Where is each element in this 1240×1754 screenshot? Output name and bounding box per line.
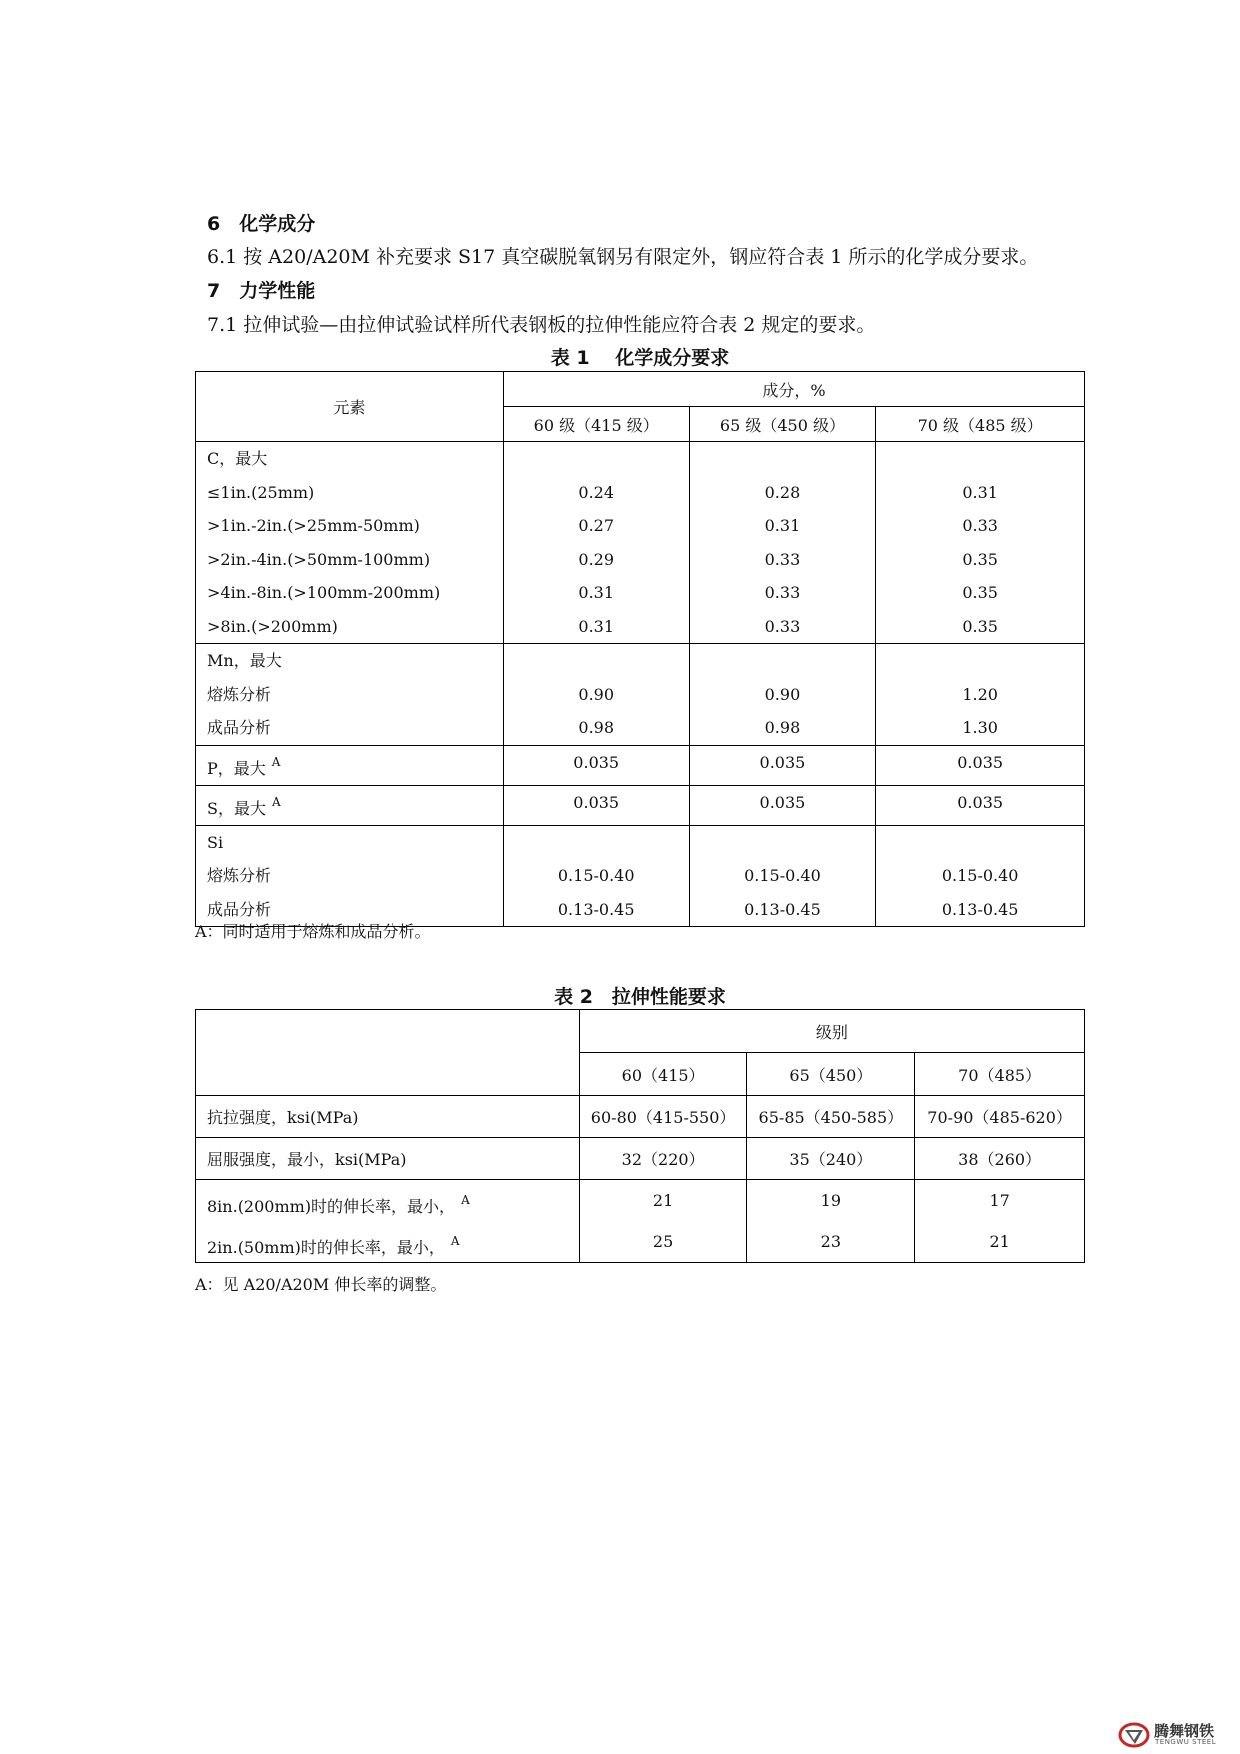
cell xyxy=(876,442,1084,476)
table1-grade-60: 60 级（415 级） xyxy=(503,407,689,442)
table1-grade-70: 70 级（485 级） xyxy=(876,407,1085,442)
carbon-label-1: ≤1in.(25mm) xyxy=(207,482,315,502)
tensile-label: 抗拉强度，ksi(MPa) xyxy=(196,1096,580,1138)
sulfur-footnote-mark: A xyxy=(271,794,281,809)
table1-chemical-composition xyxy=(195,371,1085,927)
cell: 0.35 xyxy=(962,616,998,636)
cell: 1.30 xyxy=(962,718,998,737)
cell: 0.15-0.40 xyxy=(744,866,821,885)
elongation-labels xyxy=(196,1180,580,1263)
tengwu-steel-logo xyxy=(1118,1720,1234,1750)
sulfur-g60: 0.035 xyxy=(503,785,689,825)
phosphorus-footnote-mark: A xyxy=(271,754,281,769)
table1-grade-65: 65 级（450 级） xyxy=(689,407,876,442)
table2-grade-70: 70（485） xyxy=(915,1053,1085,1096)
cell: 0.90 xyxy=(764,684,801,704)
carbon-label-2: >1in.-2in.(>25mm-50mm) xyxy=(207,516,420,535)
silicon-label-title: Si xyxy=(207,832,224,852)
logo-mark-icon xyxy=(1118,1720,1152,1750)
table2-footnote: A：见 A20/A20M 伸长率的调整。 xyxy=(195,1275,447,1294)
table1-manganese-row xyxy=(196,644,1085,746)
cell: 0.31 xyxy=(962,482,998,502)
yield-label: 屈服强度，最小，ksi(MPa) xyxy=(196,1138,580,1180)
elongation-g65 xyxy=(747,1180,915,1263)
cell xyxy=(690,442,876,476)
cell: 0.15-0.40 xyxy=(557,866,635,885)
table1-head-element: 元素 xyxy=(196,372,504,442)
section-7-heading: 7 力学性能 xyxy=(207,280,316,302)
carbon-labels xyxy=(196,442,504,644)
section-6-heading: 6 化学成分 xyxy=(207,213,316,235)
carbon-g65 xyxy=(689,442,876,644)
elongation-g60 xyxy=(579,1180,747,1263)
silicon-label-2: 成品分析 xyxy=(207,899,272,919)
phosphorus-g65: 0.035 xyxy=(689,745,876,785)
carbon-label-4: >4in.-8in.(>100mm-200mm) xyxy=(207,583,441,602)
cell: 1.20 xyxy=(962,684,998,704)
elong2-footnote-mark: A xyxy=(450,1234,460,1248)
table2-grade-65: 65（450） xyxy=(747,1053,915,1096)
cell: 0.31 xyxy=(578,583,615,602)
manganese-g70 xyxy=(876,644,1085,746)
manganese-label-title: Mn，最大 xyxy=(207,651,282,670)
cell: 0.27 xyxy=(578,516,615,535)
cell: 21 xyxy=(652,1191,674,1210)
sulfur-label-text: S，最大 xyxy=(207,798,266,818)
cell: 0.24 xyxy=(578,482,615,502)
tensile-g65: 65-85（450-585） xyxy=(747,1096,915,1138)
cell: 0.98 xyxy=(764,718,801,737)
table1-head-group: 成分，% xyxy=(503,372,1084,407)
cell: 0.33 xyxy=(764,549,801,569)
elong8-label xyxy=(207,1180,579,1221)
cell: 0.29 xyxy=(578,549,615,569)
silicon-labels xyxy=(196,825,504,927)
yield-g65: 35（240） xyxy=(747,1138,915,1180)
section-7-1-text: 7.1 拉伸试验—由拉伸试验试样所代表钢板的拉伸性能应符合表 2 规定的要求。 xyxy=(207,314,876,336)
cell xyxy=(504,826,689,860)
carbon-g60 xyxy=(503,442,689,644)
cell: 17 xyxy=(989,1191,1010,1210)
cell: 0.98 xyxy=(578,718,615,737)
cell xyxy=(876,826,1084,860)
phosphorus-label-text: P，最大 xyxy=(207,758,266,778)
cell: 0.15-0.40 xyxy=(941,866,1019,885)
cell: 0.35 xyxy=(962,549,998,569)
table2-head-blank xyxy=(196,1010,580,1096)
tensile-g70: 70-90（485-620） xyxy=(915,1096,1085,1138)
table2-elongation-row xyxy=(196,1180,1085,1263)
cell: 21 xyxy=(989,1232,1010,1251)
silicon-label-1: 熔炼分析 xyxy=(207,866,272,885)
yield-g70: 38（260） xyxy=(915,1138,1085,1180)
cell: 25 xyxy=(652,1232,674,1251)
manganese-label-1: 熔炼分析 xyxy=(207,684,272,704)
sulfur-g65: 0.035 xyxy=(689,785,876,825)
carbon-label-title: C，最大 xyxy=(207,449,268,468)
carbon-label-5: >8in.(>200mm) xyxy=(207,616,338,636)
cell: 0.31 xyxy=(764,516,801,535)
logo-name: 腾舞钢铁 xyxy=(1154,1722,1215,1740)
table2-grade-60: 60（415） xyxy=(579,1053,747,1096)
table2-yield-row xyxy=(196,1138,1085,1180)
yield-g60: 32（220） xyxy=(579,1138,747,1180)
phosphorus-g60: 0.035 xyxy=(503,745,689,785)
table1-silicon-row xyxy=(196,825,1085,927)
cell: 0.33 xyxy=(962,516,998,535)
cell: 0.13-0.45 xyxy=(557,899,635,919)
elong8-footnote-mark: A xyxy=(461,1193,470,1207)
elong8-label-text: 8in.(200mm)时的伸长率，最小， xyxy=(207,1197,456,1216)
silicon-g60 xyxy=(503,825,689,927)
elong2-label xyxy=(207,1221,579,1262)
table1-sulfur-row xyxy=(196,785,1085,825)
sulfur-g70: 0.035 xyxy=(876,785,1085,825)
cell: 23 xyxy=(820,1232,842,1251)
manganese-label-2: 成品分析 xyxy=(207,718,272,737)
cell xyxy=(504,442,689,476)
table1-phosphorus-row xyxy=(196,745,1085,785)
cell xyxy=(690,644,876,678)
phosphorus-g70: 0.035 xyxy=(876,745,1085,785)
manganese-g65 xyxy=(689,644,876,746)
carbon-label-3: >2in.-4in.(>50mm-100mm) xyxy=(207,549,431,569)
cell xyxy=(876,644,1084,678)
cell: 0.31 xyxy=(578,616,615,636)
cell: 19 xyxy=(820,1191,842,1210)
sulfur-label xyxy=(196,785,504,825)
elongation-g70 xyxy=(915,1180,1085,1263)
table2-title: 表 2 拉伸性能要求 xyxy=(554,986,726,1008)
cell: 0.28 xyxy=(764,482,801,502)
table1-title: 表 1 化学成分要求 xyxy=(550,347,730,369)
carbon-g70 xyxy=(876,442,1085,644)
cell xyxy=(504,644,689,678)
table2-head-group: 级别 xyxy=(579,1010,1084,1053)
section-6-1-text: 6.1 按 A20/A20M 补充要求 S17 真空碳脱氧钢另有限定外，钢应符合表 1 所示的化学成分要求。 xyxy=(207,246,1039,268)
tensile-g60: 60-80（415-550） xyxy=(579,1096,747,1138)
cell xyxy=(690,826,876,860)
phosphorus-label xyxy=(196,745,504,785)
manganese-labels xyxy=(196,644,504,746)
table2-tensile-row xyxy=(196,1096,1085,1138)
table1-footnote: A：同时适用于熔炼和成品分析。 xyxy=(195,922,431,941)
cell: 0.35 xyxy=(962,583,998,602)
elong2-label-text: 2in.(50mm)时的伸长率，最小， xyxy=(207,1238,445,1257)
cell: 0.13-0.45 xyxy=(744,899,821,919)
logo-subtitle: TENGWU STEEL xyxy=(1155,1738,1217,1746)
cell: 0.33 xyxy=(764,583,801,602)
cell: 0.13-0.45 xyxy=(941,899,1019,919)
manganese-g60 xyxy=(503,644,689,746)
table1-carbon-row xyxy=(196,442,1085,644)
cell: 0.90 xyxy=(578,684,615,704)
cell: 0.33 xyxy=(764,616,801,636)
silicon-g70 xyxy=(876,825,1085,927)
silicon-g65 xyxy=(689,825,876,927)
table2-tensile-requirements xyxy=(195,1009,1085,1263)
